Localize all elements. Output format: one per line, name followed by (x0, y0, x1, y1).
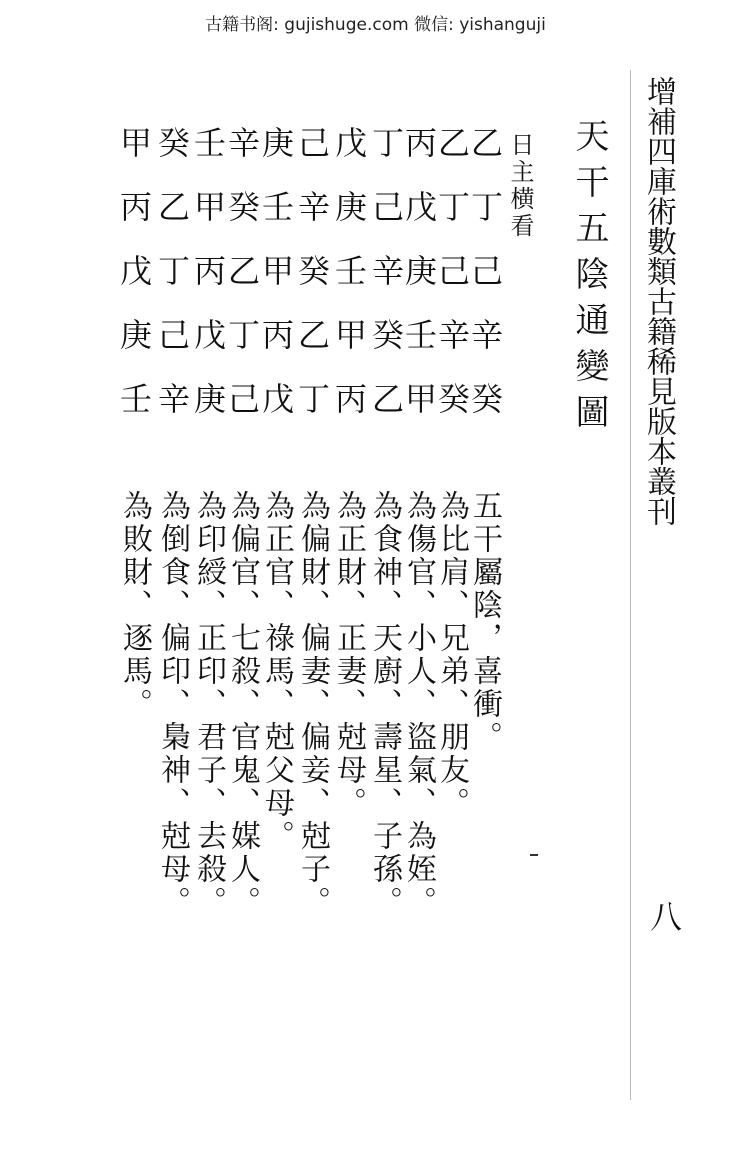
meaning-column-8: 為偏官、七殺、官鬼、媒人。 (225, 490, 260, 919)
series-title: 增補四庫術數類古籍稀見版本叢刊 (641, 76, 676, 526)
meaning-column-6: 為偏財、偏妻、偏妾、尅子。 (295, 490, 330, 919)
chart-subtitle: 日主横看 (506, 132, 534, 240)
stem-column-4: 丁己辛癸乙 (367, 126, 405, 446)
stray-dash-mark (530, 854, 538, 856)
chart-title: 天干五陰通變圖 (569, 118, 609, 440)
margin-divider (630, 70, 631, 1100)
stem-column-3: 丙戊庚壬甲 (400, 126, 438, 446)
meaning-column-11: 為敗財、逐馬。 (117, 490, 152, 721)
meaning-column-10: 為倒食、偏印、梟神、尅母。 (155, 490, 190, 919)
stem-column-2: 乙丁己辛癸 (433, 126, 471, 446)
meaning-column-9: 為印綬、正印、君子、去殺。 (191, 490, 226, 919)
stem-column-9: 壬甲丙戊庚 (189, 126, 227, 446)
site-watermark-header: 古籍书阁: gujishuge.com 微信: yishanguji (205, 15, 546, 35)
stem-column-6: 己辛癸乙丁 (293, 126, 331, 446)
meaning-column-5: 為正財、正妻、尅母。 (331, 490, 366, 820)
stem-column-8: 辛癸乙丁己 (223, 126, 261, 446)
stem-column-1: 乙丁己辛癸 (466, 126, 504, 446)
meaning-column-1: 五干屬陰，喜衝。 (467, 490, 502, 754)
stem-column-5: 戊庚壬甲丙 (330, 126, 368, 446)
stem-column-11: 甲丙戊庚壬 (115, 126, 153, 446)
meaning-column-4: 為食神、天廚、壽星、子孫。 (367, 490, 402, 919)
meaning-column-3: 為傷官、小人、盜氣、為姪。 (401, 490, 436, 919)
page-number: 八 (645, 900, 683, 932)
stem-column-10: 癸乙丁己辛 (153, 126, 191, 446)
meaning-column-2: 為比肩、兄弟、朋友。 (434, 490, 469, 820)
meaning-column-7: 為正官、祿馬、尅父母。 (259, 490, 294, 853)
stem-column-7: 庚壬甲丙戊 (257, 126, 295, 446)
